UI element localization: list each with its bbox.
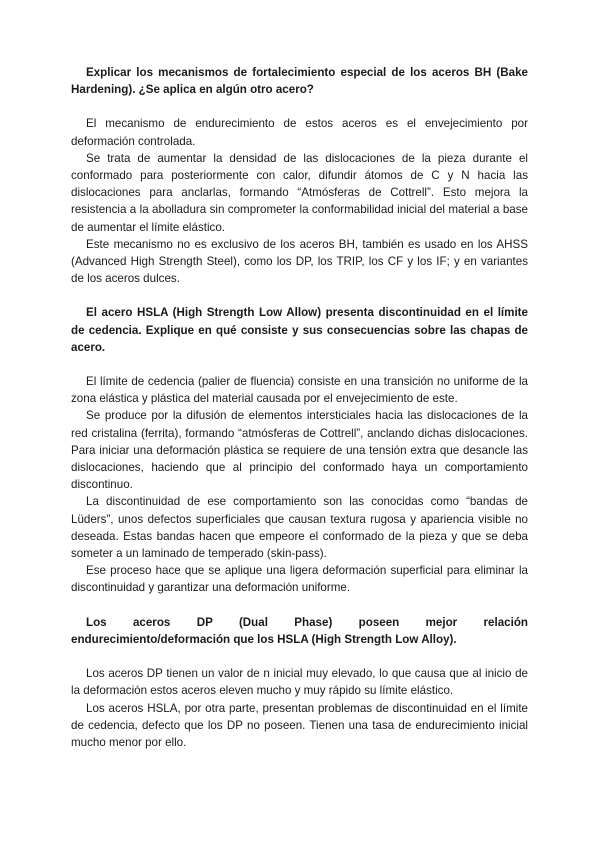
paragraph: La discontinuidad de ese comportamiento son las conocidas como “bandas de Lüders”, unos defectos superficiales que causan textura rugosa y apariencia visible no deseada. Estas bandas hacen que empeore el conformado de la pieza y que se deba someter a un laminado de temperado (skin-pass). xyxy=(71,495,528,561)
paragraph: Se trata de aumentar la densidad de las dislocaciones de la pieza durante el conformado para posteriormente con calor, difundir átomos de C y N hacia las dislocaciones para anclarlas, formando “Atmósferas de Cottrell”. Esto mejora la resistencia a la abolladura sin comprometer la conformabilidad inicial del material a base de aumentar el límite elástico. xyxy=(71,151,528,234)
section-bake-hardening xyxy=(71,64,528,287)
paragraph: Este mecanismo no es exclusivo de los aceros BH, también es usado en los AHSS (Advanced High Strength Steel), como los DP, los TRIP, los CF y los IF; y en variantes de los aceros dulces. xyxy=(71,237,528,286)
paragraph: El límite de cedencia (palier de fluencia) consiste en una transición no uniforme de la zona elástica y plástica del material causada por el envejecimiento de este. xyxy=(71,375,528,406)
section-dual-phase xyxy=(71,614,528,751)
paragraph: Ese proceso hace que se aplique una ligera deformación superficial para eliminar la discontinuidad y garantizar una deformación uniforme. xyxy=(71,564,528,595)
paragraph: Los aceros DP tienen un valor de n inicial muy elevado, lo que causa que al inicio de la deformación estos aceros eleven mucho y muy rápido su límite elástico. xyxy=(71,667,528,698)
document-page xyxy=(71,64,528,751)
paragraph: El mecanismo de endurecimiento de estos aceros es el envejecimiento por deformación controlada. xyxy=(71,117,528,148)
section-hsla-discontinuity xyxy=(71,304,528,596)
paragraph: Los aceros HSLA, por otra parte, presentan problemas de discontinuidad en el límite de cedencia, defecto que los DP no poseen. Tienen una tasa de endurecimiento inicial mucho menor por ello. xyxy=(71,701,528,749)
paragraph: Se produce por la difusión de elementos intersticiales hacia las dislocaciones de la red cristalina (ferrita), formando “atmósferas de Cottrell”, anclando dichas dislocaciones. Para iniciar una deformación plástica se requiere de una tensión extra que desancle las dislocaciones, haciendo que al principio del conformado haya un comportamiento discontinuo. xyxy=(71,409,528,492)
section-heading: Los aceros DP (Dual Phase) poseen mejor relación endurecimiento/deformación que los HSLA (High Strength Low Alloy). xyxy=(71,615,528,646)
section-heading: Explicar los mecanismos de fortalecimiento especial de los aceros BH (Bake Hardening). ¿Se aplica en algún otro acero? xyxy=(71,66,528,97)
section-heading: El acero HSLA (High Strength Low Allow) presenta discontinuidad en el límite de cedencia. Explique en qué consiste y sus consecuencias sobre las chapas de acero. xyxy=(71,306,528,354)
